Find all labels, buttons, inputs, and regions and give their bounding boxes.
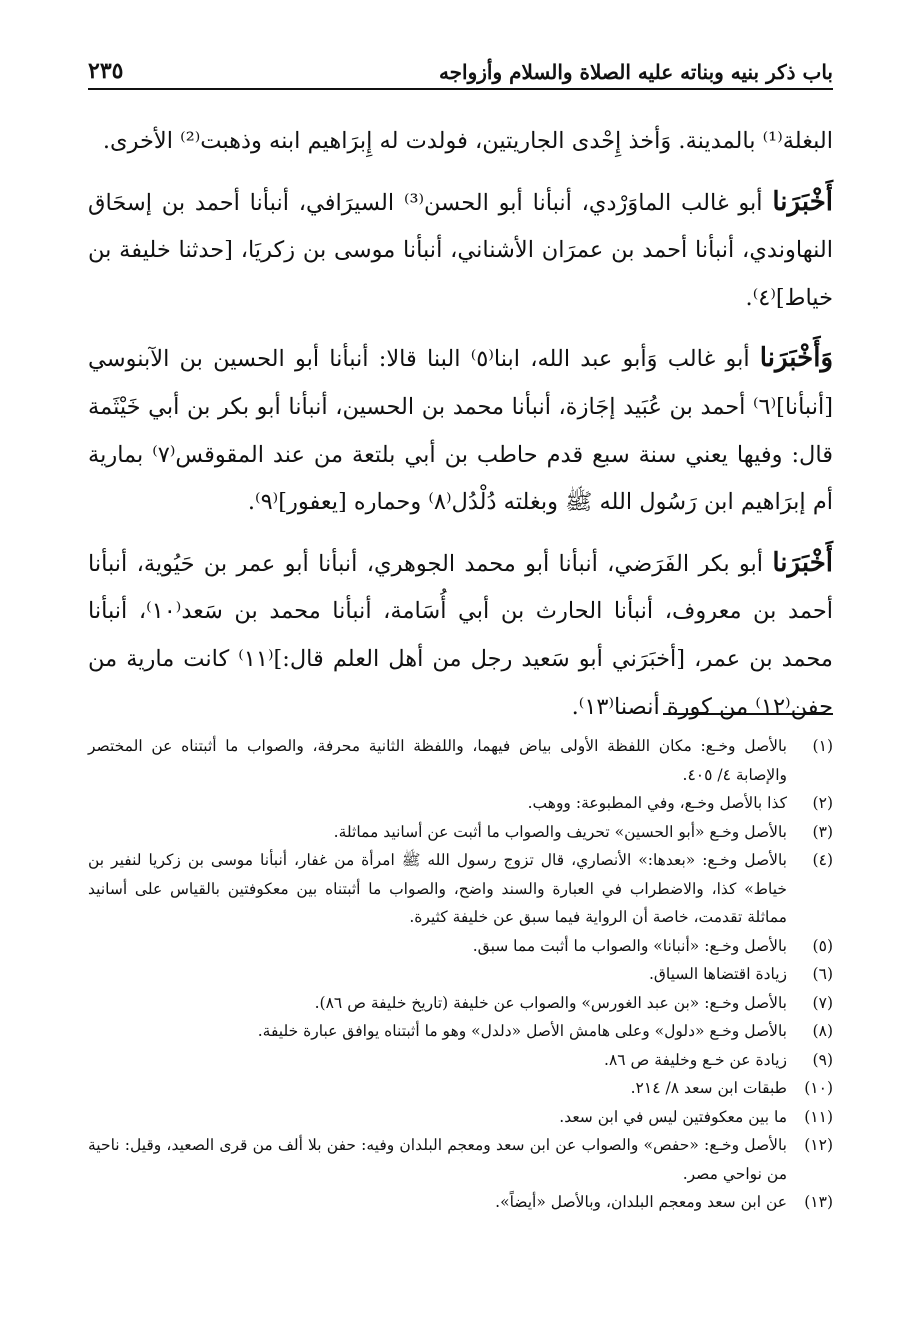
page-header xyxy=(88,52,833,90)
footnote-text: عن ابن سعد ومعجم البلدان، وبالأصل «أيضاً». xyxy=(495,1193,787,1211)
footnote-text: ما بين معكوفتين ليس في ابن سعد. xyxy=(559,1107,787,1126)
footnote xyxy=(88,1188,833,1217)
footnote-text: بالأصل وخـع: مكان اللفظة الأولى بياض فيهما، واللفظة الثانية محرفة، والصواب ما أثبتناه عن المختصر والإصابة ٤/ ٤٠٥. xyxy=(88,737,787,784)
main-text xyxy=(88,118,833,744)
paragraph xyxy=(88,540,833,731)
footnote xyxy=(88,932,833,961)
footnote-number: (١٣) xyxy=(804,1193,833,1211)
footnote-number: (٩) xyxy=(812,1050,833,1069)
footnote-number: (٣) xyxy=(812,822,833,841)
paragraph xyxy=(88,179,833,323)
footnote xyxy=(88,789,833,818)
footnote-number: (٢) xyxy=(812,794,833,812)
paragraph-text: أبو بكر الفَرَضي، أنبأنا أبو محمد الجوهري، أنبأنا أبو عمر بن حَيُوية، أنبأنا أحمد بن معروف، أنبأنا الحارث بن أبي أُسَامة، أنبأنا محمد بن سَعد⁽١٠⁾، أنبأنا محمد بن عمر، [أخبَرَني أبو سَعيد رجل من أهل العلم قال:]⁽١١⁾ كانت مارية من حفن⁽١٢⁾ من كورة أنصنا⁽١٣⁾. xyxy=(88,550,833,720)
paragraph xyxy=(88,118,833,166)
footnote-divider xyxy=(663,713,833,715)
footnote-number: (١١) xyxy=(804,1107,833,1126)
footnote-number: (٥) xyxy=(812,936,833,955)
footnote-number: (١٢) xyxy=(804,1136,833,1154)
footnote-text: طبقات ابن سعد ٨/ ٢١٤. xyxy=(630,1079,787,1097)
paragraph xyxy=(88,335,833,526)
paragraph-lead-word: أَخْبَرَنا xyxy=(772,186,833,217)
footnote-number: (٦) xyxy=(812,965,833,983)
footnotes xyxy=(88,732,833,1217)
footnote-text: بالأصل وخـع: «بعدها:» الأنصاري، قال تزوج رسول الله ﷺ امرأة من غفار، أنبأنا موسى بن زكريا لنفير بن خياط» كذا، والاضطراب في العبارة والسند واضح، والصواب ما أثبتناه بين معكوفتين بالقياس على أسانيد مماثلة تقدمت، خاصة أن الرواية فيما سبق عن خليفة كثيرة. xyxy=(88,851,787,926)
footnote-text: بالأصل وخـع: «بن عبد الغورس» والصواب عن خليفة (تاريخ خليفة ص ٨٦). xyxy=(314,993,787,1012)
footnote-number: (١٠) xyxy=(804,1079,833,1097)
paragraph-text: أبو غالب الماوَرْدي، أنبأنا أبو الحسن⁽³⁾ السيرَافي، أنبأنا أحمد بن إسحَاق النهاوندي، أنبأنا أحمد بن عمرَان الأشناني، أنبأنا موسى بن زكريَا، [حدثنا خليفة بن خياط]⁽٤⁾. xyxy=(88,189,833,311)
footnote xyxy=(88,1017,833,1046)
footnote-text: بالأصل وخـع: «حفص» والصواب عن ابن سعد ومعجم البلدان وفيه: حفن بلا ألف من قرى الصعيد، وقيل: ناحية من نواحي مصر. xyxy=(88,1136,787,1183)
footnote-text: كذا بالأصل وخـع، وفي المطبوعة: ووهب. xyxy=(527,794,787,812)
footnote-number: (٧) xyxy=(812,993,833,1012)
footnote xyxy=(88,989,833,1018)
footnote-text: زيادة عن خـع وخليفة ص ٨٦. xyxy=(604,1050,787,1069)
footnote xyxy=(88,1131,833,1188)
footnote-text: زيادة اقتضاها السياق. xyxy=(648,965,787,983)
footnote xyxy=(88,1074,833,1103)
paragraph-lead-word: أَخْبَرَنا xyxy=(772,547,833,578)
footnote xyxy=(88,818,833,847)
footnote xyxy=(88,1046,833,1075)
footnote-text: بالأصل وخـع: «أنبانا» والصواب ما أثبت مما سبق. xyxy=(472,936,787,955)
paragraph-text: أبو غالب وَأبو عبد الله، ابنا⁽٥⁾ البنا قالا: أنبأنا أبو الحسين بن الآبنوسي [أنبأنا]⁽٦⁾ أحمد بن عُبَيد إجَازة، أنبأنا محمد بن الحسين، أنبأنا أبو بكر بن أبي خَيْثَمة قال: وفيها يعني سنة سبع قدم حاطب بن أبي بلتعة من عند المقوقس⁽٧⁾ بمارية أم إبرَاهيم ابن رَسُول الله ﷺ وبغلته دُلْدُل⁽٨⁾ وحماره [يعفور]⁽٩⁾. xyxy=(88,346,833,516)
footnote-number: (٨) xyxy=(812,1022,833,1040)
paragraph-lead-word: وَأَخْبَرَنا xyxy=(759,343,833,374)
page-number: ٢٣٥ xyxy=(88,58,124,84)
footnote-number: (٤) xyxy=(812,851,833,869)
footnote xyxy=(88,960,833,989)
footnote xyxy=(88,732,833,789)
footnote-text: بالأصل وخـع «دلول» وعلى هامش الأصل «دلدل» وهو ما أثبتناه يوافق عبارة خليفة. xyxy=(257,1022,787,1040)
paragraph-text: البغلة⁽¹⁾ بالمدينة. وَأخذ إِحْدى الجاريتين، فولدت له إِبرَاهيم ابنه وذهبت⁽²⁾ الأخرى. xyxy=(102,128,833,154)
running-title: باب ذكر بنيه وبناته عليه الصلاة والسلام وأزواجه xyxy=(438,60,833,84)
footnote-text: بالأصل وخـع «أبو الحسين» تحريف والصواب ما أثبت عن أسانيد مماثلة. xyxy=(333,822,787,841)
footnote xyxy=(88,846,833,932)
footnote-number: (١) xyxy=(812,737,833,755)
footnote xyxy=(88,1103,833,1132)
